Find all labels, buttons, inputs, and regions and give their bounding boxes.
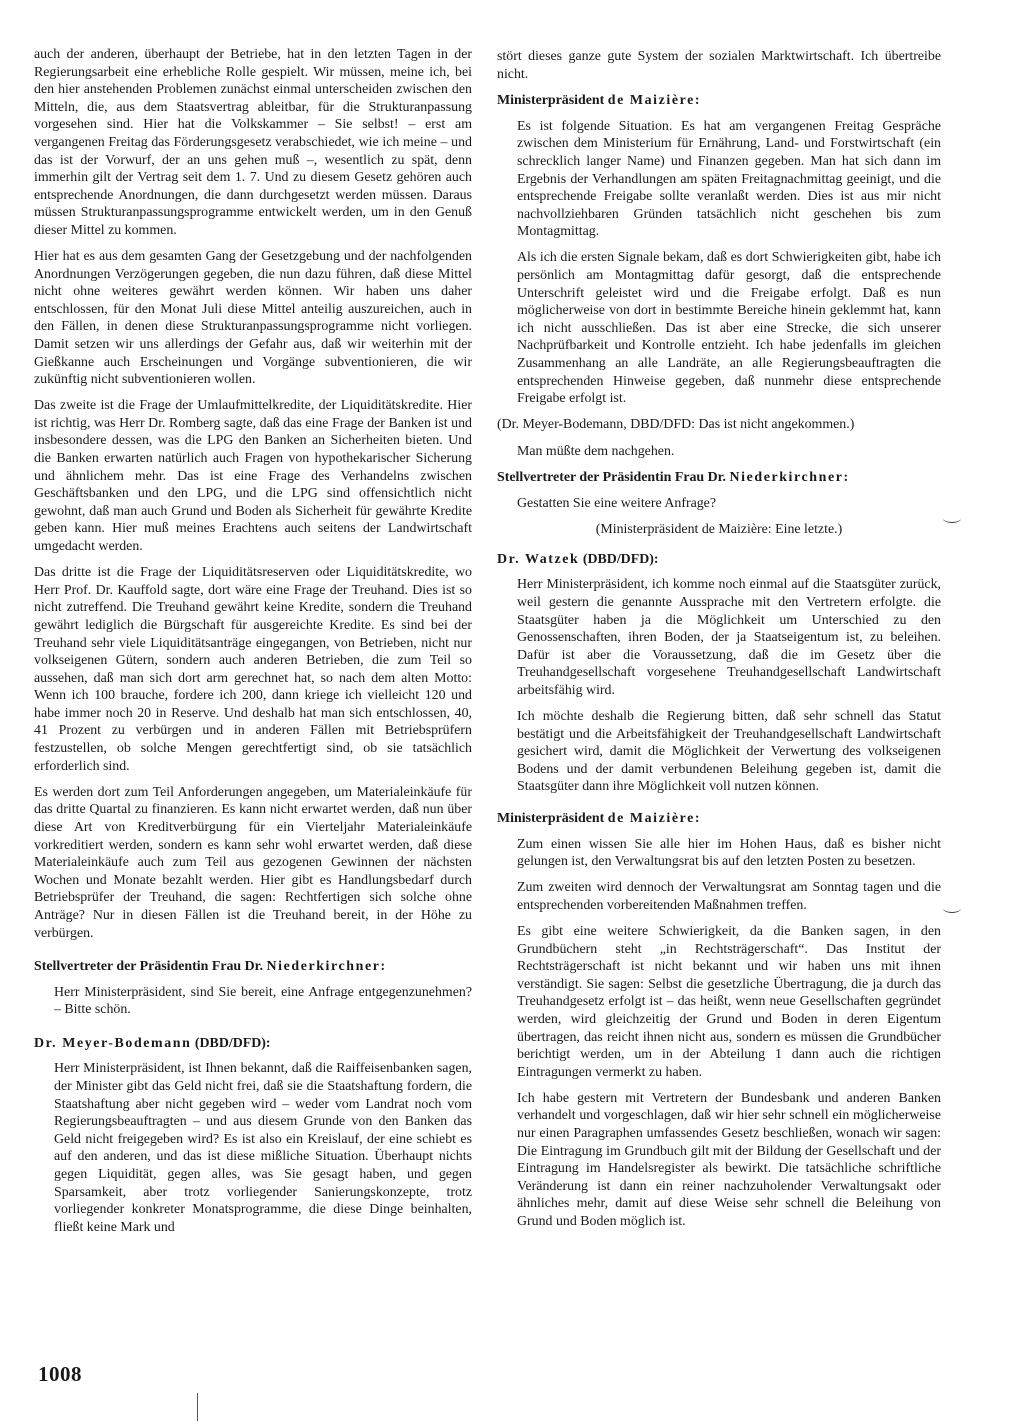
paragraph: Zum einen wissen Sie alle hier im Hohen Haus, daß es bisher nicht gelungen ist, den Verwaltungsrat bis auf den letzten Posten zu besetzen.	[517, 836, 941, 870]
speaker-heading	[497, 92, 941, 110]
speaker-title: Ministerpräsident	[497, 93, 605, 109]
speaker-name: de Maizière:	[607, 93, 702, 109]
paragraph: Zum zweiten wird dennoch der Verwaltungsrat am Sonntag tagen und die entsprechenden vorbereitenden Maßnahmen treffen.	[517, 880, 941, 913]
paragraph: Ich möchte deshalb die Regierung bitten, daß sehr schnell das Statut bestätigt und die Arbeitsfähigkeit der Treuhandgesellschaft Landwirtschaft gesichert wird, damit die Möglichkeit der Verwertung des volkseigenen Bodens und der damit verbundenen Beleihung gegeben ist, damit die Staatsgüter dann ihre Möglichkeit voll nutzen können.	[517, 709, 941, 795]
speaker-name: Dr. Watzek	[497, 551, 580, 567]
paragraph: Als ich die ersten Signale bekam, daß es dort Schwierigkeiten gibt, habe ich persönlich am Montagmittag dafür gesorgt, daß die entsprechende Unterschrift geleistet wird und die Freigabe erfolgt. Daß es nun möglicherweise von dort in bestimmte Bereiche hinein geklemmt hat, kann ich nicht ausschließen. Das ist aber eine Strecke, die sich unserer Nachprüfbarkeit und Kontrolle entzieht. Ich habe jedenfalls im gleichen Zusammenhang an alle Landräte, an alle Regierungsbeauftragten die entsprechenden Hinweise gegeben, daß nunmehr diese entsprechende Freigabe erfolgt ist.	[517, 250, 941, 407]
paragraph: Herr Ministerpräsident, ist Ihnen bekannt, daß die Raiffeisenbanken sagen, der Minister gibt das Geld nicht frei, daß sie die Staatshaftung fordern, die Staatshaftung aber nicht gegeben wird – weder vom Landrat noch vom Regierungsbeauftragten – und aus diesem Grunde von den Banken das Geld nicht freigegeben wird? Es ist also ein Kreislauf, der eine schiebt es auf den anderen, und das ist diese mißliche Situation. Überhaupt nichts gegen Liquidität, gegen alles, was Sie gesagt haben, und gegen Sparsamkeit, aber trotz vorliegender Sanierungskonzepte, trotz vorliegender konkreter Monatsprogramme, die diese Dinge beinhalten, fließt keine Mark und	[54, 1061, 472, 1235]
paragraph: Es ist folgende Situation. Es hat am vergangenen Freitag Gespräche zwischen dem Ministerium für Ernährung, Land- und Forstwirtschaft (ein schrecklich langer Name) und Finanzen gegeben. Man hat sich dann im Ergebnis der Verhandlungen am späten Freitagnachmittag geeinigt, und die entsprechende Freigabe sollte veranlaßt werden. Dies ist aus mir nicht nachvollziehbaren Gründen tatsächlich nicht geschehen bis zum Montagmittag.	[517, 118, 941, 240]
paragraph: auch der anderen, überhaupt der Betriebe, hat in den letzten Tagen in der Regierungsarbeit eine erhebliche Rolle gespielt. Wir müssen, meine ich, bei den hier anstehenden Problemen zunächst einmal unterscheiden zwischen den Mitteln, die, aus dem Staatsvertrag ableitbar, für die Strukturanpassung vorgesehen sind. Hier hat die Volkskammer – Sie selbst! – erst am vergangenen Freitag das Förderungsgesetz verabschiedet, wie ich meine – und das ist der Vorwurf, der an uns gehen muß –, wesentlich zu spät, denn immerhin gilt der Vertrag seit dem 1. 7. Und zu diesem Gesetz gehören auch entsprechende Anordnungen, die dann durchgesetzt werden müssen. Daraus müssen Strukturanpassungsprogramme entwickelt werden, um in den Genuß dieser Mittel zu kommen.	[34, 47, 472, 238]
speaker-heading	[34, 958, 472, 976]
paragraph: Herr Ministerpräsident, ich komme noch einmal auf die Staatsgüter zurück, weil gestern die genannte Aussprache mit den Vertretern erfolgte. die Staatsgüter haben ja die Möglichkeit um Unterschied zu den Genossenschaften, ihren Boden, der ja Staatseigentum ist, zu beleihen. Dafür ist aber die Voraussetzung, daß die im Gesetz über die Treuhandgesellschaft vorgesehene Treuhandgesellschaft Landwirtschaft arbeitsfähig wird.	[517, 577, 941, 698]
speaker-title: Stellvertreter der Präsidentin Frau Dr.	[34, 959, 264, 975]
speaker-heading	[497, 810, 941, 828]
speaker-heading	[497, 469, 941, 487]
paragraph: Es werden dort zum Teil Anforderungen angegeben, um Materialeinkäufe für das dritte Quartal zu finanzieren. Es kann nicht erwartet werden, daß nun über diese Art von Kreditverbürgung für ein Vierteljahr Materialeinkäufe vorkreditiert werden, sondern es kann sehr wohl erwartet werden, daß diese Materialeinkäufe auch zum Teil aus gezogenen Gewinnen der nächsten Wochen und Monate bezahlt werden. Hier gibt es Handlungsbedarf durch Betriebsprüfer der Treuhand, die sagen: Rechtfertigen sich solche ohne Anträge? Nur in diesen Fällen ist die Treuhand bereit, in der Höhe zu verbürgen.	[34, 784, 472, 941]
right-column	[497, 48, 941, 1239]
paragraph: Das zweite ist die Frage der Umlaufmittelkredite, der Liquiditätskredite. Hier ist richtig, was Herr Dr. Romberg sagte, daß das eine Frage der Banken ist und insbesondere dessen, was die LPG den Banken an Sicherheiten bieten. Und die Banken erwarten natürlich auch Fragen von hypothekarischer Sicherung und ähnlichem mehr. Das ist eine Frage des Verhandelns zwischen Geschäftsbanken und den LPG, und die LPG sind offensichtlich nicht gewohnt, daß man auch Grund und Boden als Sicherheit für gewährte Kredite geben kann. Hier muß meines Erachtens auch seitens der Landwirtschaft umgedacht werden.	[34, 398, 472, 555]
paragraph: Man müßte dem nachgehen.	[517, 443, 675, 459]
paragraph: Ich habe gestern mit Vertretern der Bundesbank und anderen Banken verhandelt und vorgeschlagen, daß wir hier sehr schnell ein möglicherweise nur einen Paragraphen umfassendes Gesetz beschließen, wonach wir sagen: Die Eintragung im Grundbuch gilt mit der Bildung der Gesellschaft und der Eintragung im Handelsregister als bewirkt. Die tatsächliche schriftliche Veränderung ist dann ein reiner nachzuholender Verwaltungsakt oder ähnliches mehr, damit auf diese Weise sehr schnell die Beleihung von Grund und Boden möglich ist.	[517, 1090, 941, 1229]
left-column	[34, 46, 472, 1245]
speaker-title: Ministerpräsident	[497, 810, 605, 826]
speaker-name: Niederkirchner:	[729, 470, 850, 486]
speaker-heading	[34, 1035, 472, 1053]
paragraph: Hier hat es aus dem gesamten Gang der Gesetzgebung und der nachfolgenden Anordnungen Verzögerungen gegeben, die nun dazu führen, daß diese Mittel nicht ohne weiteres gewährt werden können. Wir haben uns daher entschlossen, für den Monat Juli diese Mittel anteilig auszureichen, auch in den Fällen, in denen diese Strukturanpassungsprogramme nicht vorliegen. Damit setzen wir uns allerdings der Gefahr aus, daß wir weiterhin mit der Gießkanne auch Erscheinungen und Vorgänge subventionieren, die wir zukünftig nicht subventionieren wollen.	[34, 249, 472, 388]
margin-mark	[943, 514, 961, 523]
margin-mark	[943, 904, 961, 913]
speaker-name: Dr. Meyer-Bodemann	[34, 1035, 192, 1051]
speaker-party: (DBD/DFD):	[194, 1035, 271, 1051]
speaker-party: (DBD/DFD):	[582, 551, 659, 567]
paragraph: Es gibt eine weitere Schwierigkeit, da die Banken sagen, in den Grundbüchern steht „in Rechtsträgerschaft“. Das Institut der Rechtsträgerschaft ist nicht bekannt und wir haben uns mit ihnen verständigt. Sie sagen: Selbst die gesetzliche Übertragung, die ja durch das Treuhandgesetz erfolgt ist – das heißt, wenn neue Gesellschaften gegründet werden, wird gleichzeitig der Grund und Boden in deren Eigentum übertragen, das reicht ihnen nicht aus, sondern es müssen die Grundbücher berichtigt werden, um in der Abteilung 1 dann auch die richtigen Eintragungen vermerkt zu haben.	[517, 923, 941, 1080]
interjection: (Dr. Meyer-Bodemann, DBD/DFD: Das ist nicht angekommen.)	[497, 417, 855, 433]
paragraph: Das dritte ist die Frage der Liquiditätsreserven oder Liquiditätskredite, wo Herr Prof. Dr. Kauffold sagte, dort wäre eine Frage der Treuhand. Dies ist so nicht zutreffend. Die Treuhand gewährt keine Kredite, sondern die Treuhand gewährt lediglich die Bürgschaft für ausgereichte Kredite. Es sind bei der Treuhand sehr viele Liquiditätsanträge eingegangen, von Betrieben, nicht nur volkseigenen Gütern, sondern auch anderen Betrieben, die zum Teil so aussehen, daß man sich dort arm gerechnet hat, so nach dem alten Motto: Wenn ich 100 brauche, fordere ich 200, dann kriege ich vielleicht 120 und habe immer noch 20 in Reserve. Und deshalb hat man sich entschlossen, 40, 41 Prozent zu verbürgen und in anderen Fällen mit Betriebsprüfern festzustellen, ob solche Mengen gerechtfertigt sind, ob sie tatsächlich erforderlich sind.	[34, 565, 472, 774]
paragraph: Herr Ministerpräsident, sind Sie bereit, eine Anfrage entgegenzunehmen? – Bitte schön.	[54, 984, 472, 1018]
speaker-name: Niederkirchner:	[266, 959, 387, 975]
page-number: 1008	[38, 1362, 82, 1386]
paragraph: stört dieses ganze gute System der sozialen Marktwirtschaft. Ich übertreibe nicht.	[497, 49, 941, 82]
fold-line	[197, 1393, 198, 1421]
speaker-title: Stellvertreter der Präsidentin Frau Dr.	[497, 470, 727, 486]
interjection: (Ministerpräsident de Maizière: Eine letzte.)	[595, 522, 843, 538]
speaker-name: de Maizière:	[607, 810, 702, 826]
speaker-heading	[497, 551, 941, 569]
paragraph: Gestatten Sie eine weitere Anfrage?	[517, 496, 717, 512]
